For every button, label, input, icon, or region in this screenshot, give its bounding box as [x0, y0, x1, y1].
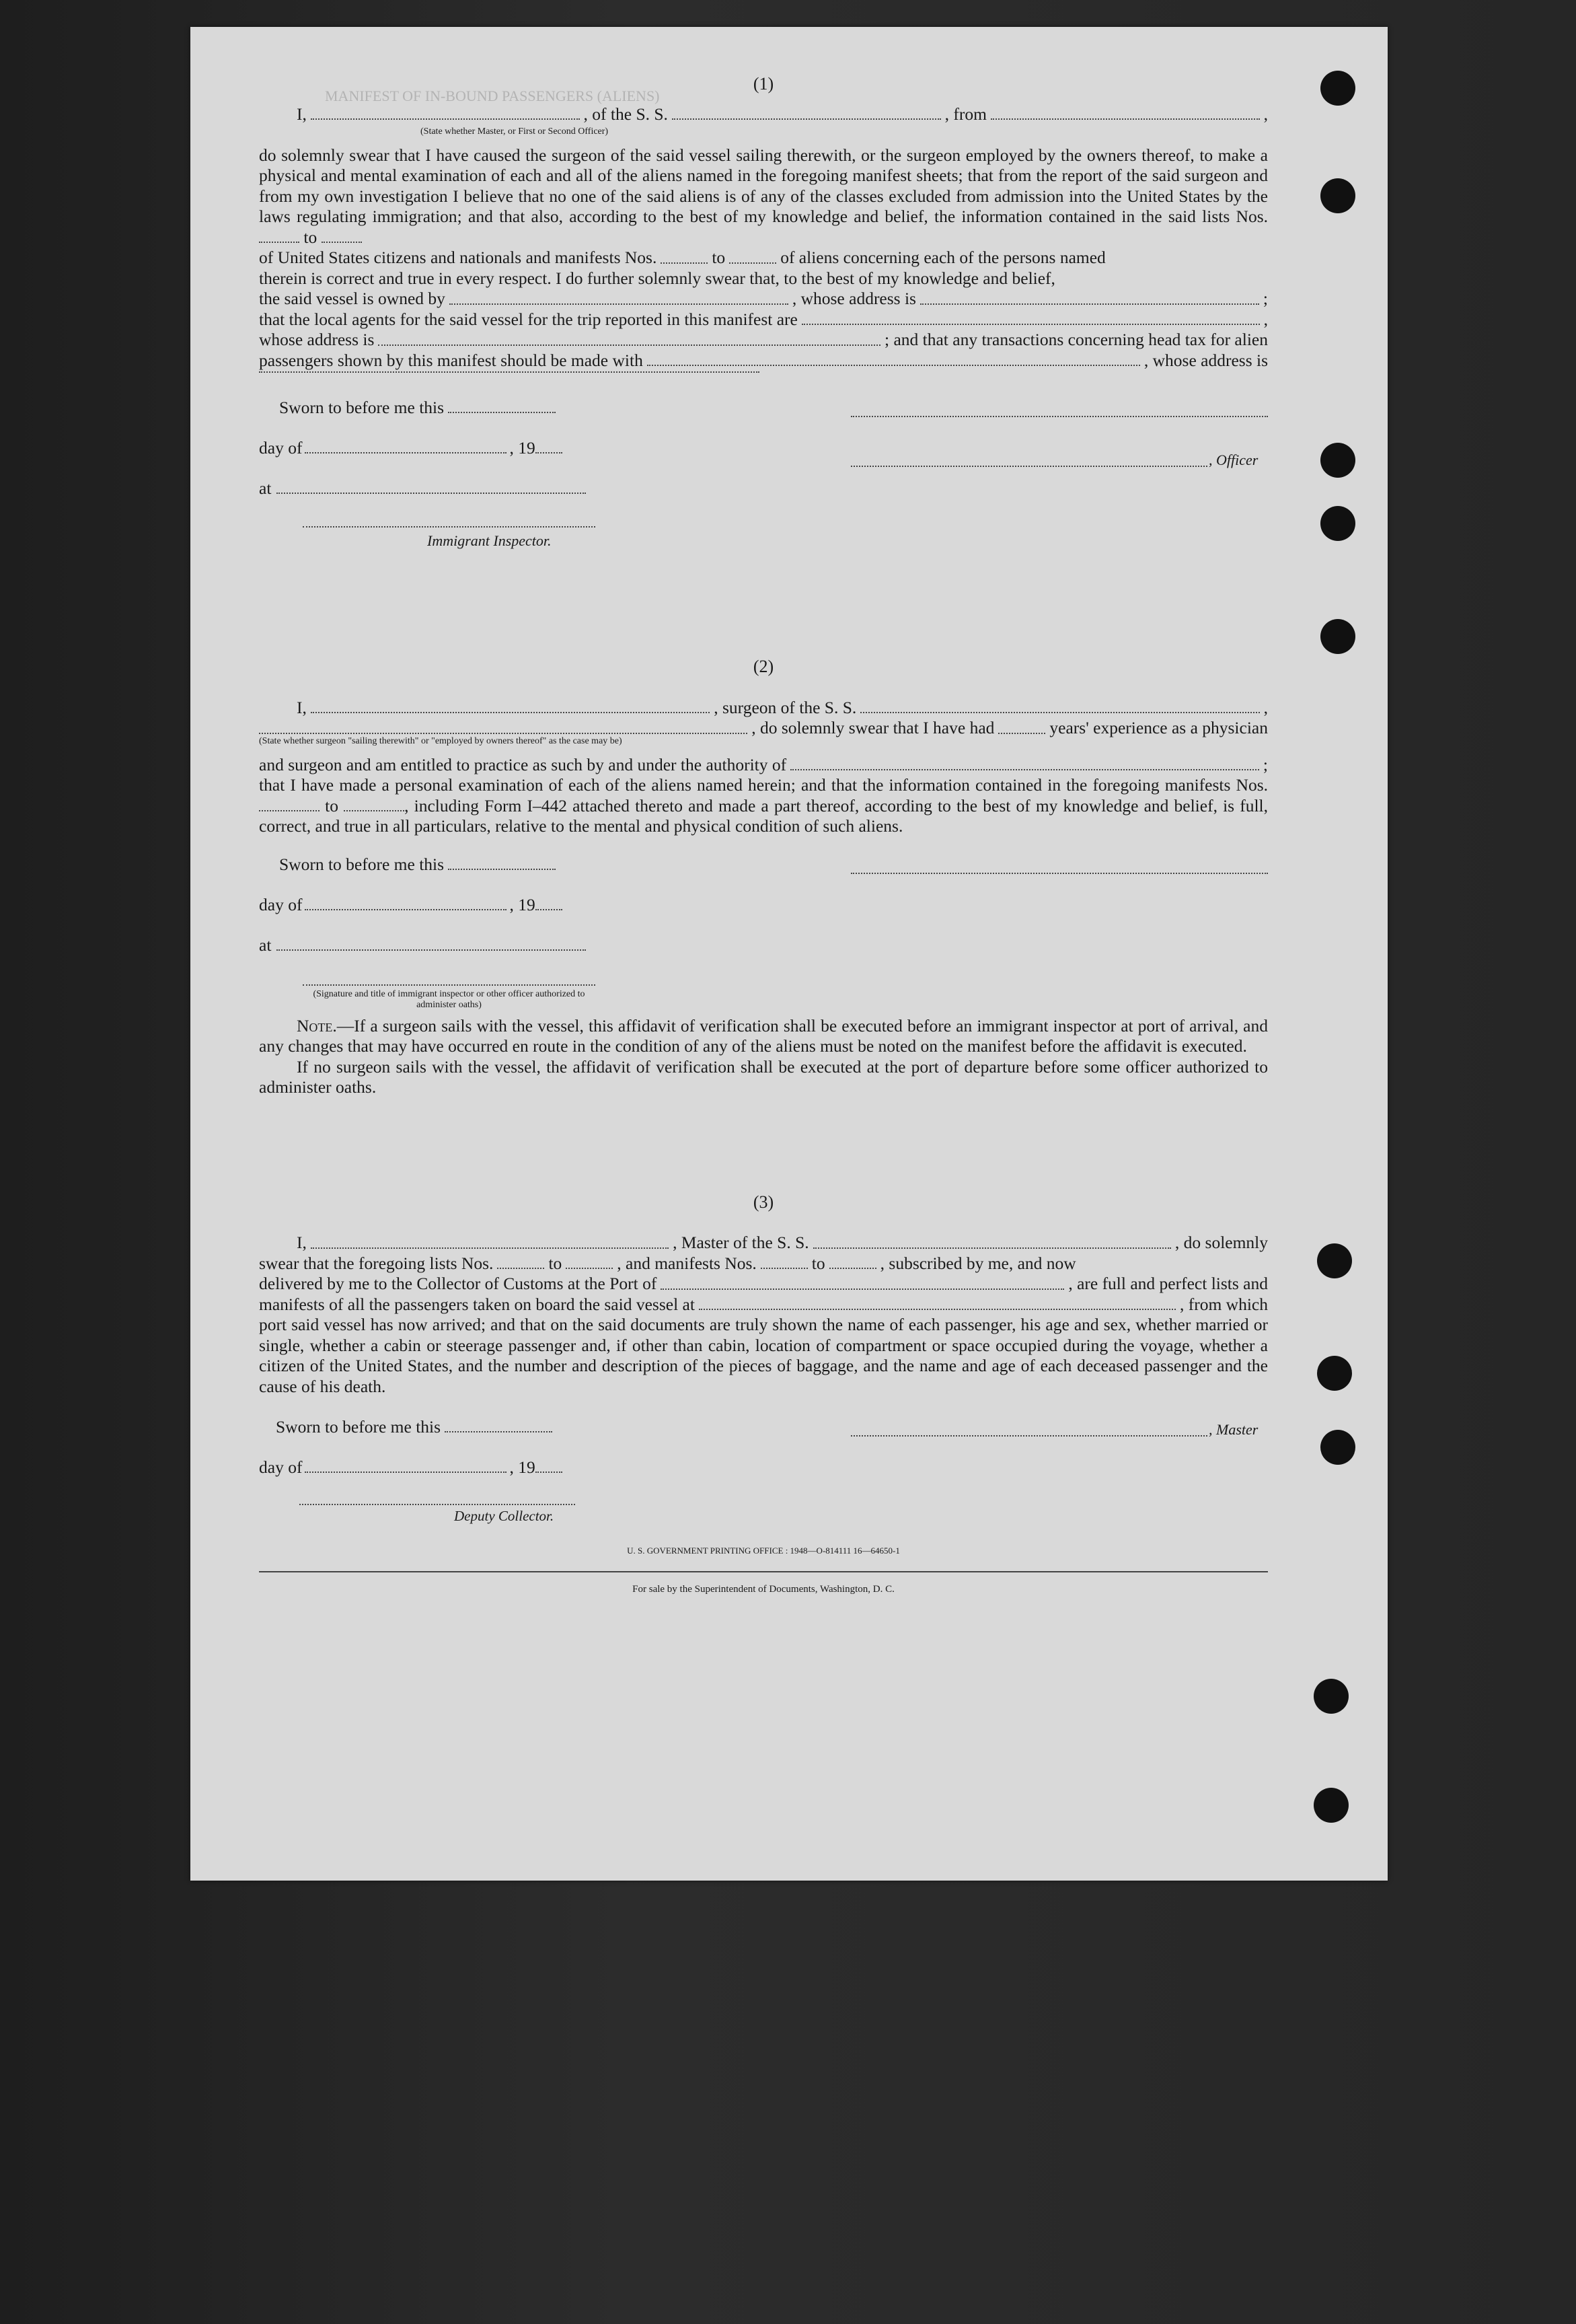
text: manifests of all the passengers taken on board the said vessel at — [259, 1294, 695, 1314]
manifests-from-field[interactable] — [761, 1267, 808, 1269]
day-field[interactable] — [305, 909, 506, 910]
text: , subscribed by me, and now — [880, 1253, 1076, 1273]
collector-signature-line[interactable] — [299, 1503, 575, 1505]
text: that I have made a personal examination of each of the aliens named herein; and that the information contained in the foregoing manifests Nos. — [259, 775, 1268, 795]
text: , are full and perfect lists and — [1068, 1274, 1268, 1293]
section-3-title: (3) — [753, 1192, 774, 1212]
text: , — [1263, 697, 1268, 717]
text: to — [811, 1253, 825, 1273]
headtax-address-field[interactable] — [259, 371, 759, 373]
binder-hole — [1314, 1788, 1349, 1823]
at-row — [259, 478, 586, 499]
sec3-body: port said vessel has now arrived; and that on the said documents are truly shown the name of each passenger, his age and sex, whether married or single, whether a cabin or steerage passenger and, if other than cabin, location of compartment or space occupied during the voyage, whether a citizen of the United States, and the number and description of the pieces of baggage, and the name and age of each deceased passenger and the cause of his death. — [259, 1315, 1268, 1396]
officer-label: , Officer — [1209, 451, 1259, 468]
binder-hole — [1320, 71, 1355, 106]
binder-hole — [1320, 619, 1355, 654]
text: passengers shown by this manifest should be made with — [259, 350, 643, 370]
binder-hole — [1317, 1243, 1352, 1278]
form-sheet — [190, 27, 1388, 1881]
binder-hole — [1320, 506, 1355, 541]
vessel-field[interactable] — [813, 1247, 1171, 1249]
text: day of — [259, 1457, 303, 1477]
day-row — [259, 1457, 562, 1478]
agents-field[interactable] — [802, 323, 1260, 325]
at-place-field[interactable] — [276, 949, 586, 951]
sworn-row — [276, 1417, 552, 1438]
text: Sworn to before me this — [279, 854, 445, 874]
faint-header-bleedthrough: MANIFEST OF IN-BOUND PASSENGERS (ALIENS) — [325, 87, 660, 104]
binder-hole — [1317, 1356, 1352, 1391]
agents-address-line — [259, 330, 1268, 351]
text: , from which — [1179, 1294, 1268, 1314]
text: , including Form I–442 attached thereto and made a part thereof, according to the best of my knowledge and belief, is full, correct, and true in all particulars, relative to the mental and physical condition of such aliens. — [259, 795, 1269, 836]
text: , — [1263, 104, 1268, 124]
lists-line — [259, 1254, 1268, 1274]
text: at — [259, 935, 272, 955]
text: , surgeon of the S. S. — [714, 697, 857, 717]
boarding-line — [259, 1295, 1268, 1315]
sec2-jurat — [259, 855, 1268, 1016]
inspector-label: Immigrant Inspector. — [427, 532, 552, 549]
owned-line — [259, 289, 1268, 310]
text: whose address is — [259, 330, 375, 349]
text: , do solemnly swear that I have had — [751, 718, 995, 737]
text: , 19 — [509, 1457, 535, 1477]
gpo-imprint: U. S. GOVERNMENT PRINTING OFFICE : 1948—O-814111 16—64650-1 — [627, 1546, 900, 1556]
surgeon-status-field[interactable] — [259, 732, 747, 734]
signature-caption: (Signature and title of immigrant inspector or other officer authorized to administer oaths) — [313, 988, 585, 1010]
binder-hole — [1320, 1430, 1355, 1465]
footer-rule — [259, 1571, 1268, 1572]
text: to — [712, 248, 726, 267]
port-line — [259, 1274, 1268, 1295]
headtax-address-line — [259, 371, 763, 377]
note-label: Note. — [297, 1015, 337, 1036]
text: delivered by me to the Collector of Customs at the Port of — [259, 1274, 657, 1293]
year-field[interactable] — [535, 452, 562, 453]
officer-name-field[interactable] — [311, 118, 580, 120]
at-row — [259, 935, 586, 956]
officer-caption: (State whether Master, or First or Second Officer) — [420, 126, 609, 137]
text: day of — [259, 438, 303, 458]
text: If no surgeon sails with the vessel, the affidavit of verification shall be executed at the port of departure before some officer authorized to administer oaths. — [259, 1056, 1268, 1097]
sale-notice: For sale by the Superintendent of Documents, Washington, D. C. — [632, 1583, 895, 1595]
boarding-port-field[interactable] — [699, 1308, 1176, 1310]
text: —If a surgeon sails with the vessel, this affidavit of verification shall be executed before an immigrant inspector at port of arrival, and any changes that may have occurred en route in the condition of any of the aliens must be noted on the manifest before the affidavit is executed. — [259, 1015, 1268, 1056]
text: ; — [1263, 289, 1268, 308]
text: ; and that any transactions concerning head tax for alien — [885, 330, 1268, 349]
sworn-date-field[interactable] — [448, 412, 556, 413]
authority-line — [259, 755, 1268, 776]
binder-hole — [1320, 443, 1355, 478]
signature-line[interactable] — [851, 415, 1268, 417]
master-line — [259, 1233, 1268, 1254]
text: to — [548, 1253, 562, 1273]
text: I, — [297, 697, 307, 717]
text: , whose address is — [792, 289, 916, 308]
agents-line — [259, 310, 1268, 330]
surgeon-line — [259, 698, 1268, 719]
text: Sworn to before me this — [279, 398, 445, 417]
text: , whose address is — [1143, 350, 1268, 370]
text: , — [1263, 309, 1268, 329]
years-field[interactable] — [998, 732, 1045, 734]
binder-hole — [1320, 178, 1355, 213]
text: , Master of the S. S. — [673, 1233, 809, 1252]
headtax-line — [259, 351, 1268, 371]
text: I, — [297, 104, 307, 124]
vessel-name-field[interactable] — [672, 118, 941, 120]
text: therein is correct and true in every respect. I do further solemnly swear that, to the best of my knowledge and belief, — [259, 268, 1055, 288]
text: , from — [944, 104, 987, 124]
text: ; — [1263, 754, 1268, 774]
year-field[interactable] — [535, 1472, 562, 1473]
sec1-jurat — [259, 398, 1268, 562]
text: of United States citizens and nationals and manifests Nos. — [259, 248, 657, 267]
sworn-date-field[interactable] — [448, 869, 556, 870]
owner-address-field[interactable] — [920, 303, 1259, 305]
form-content — [259, 74, 1268, 1599]
text: , and manifests Nos. — [617, 1253, 757, 1273]
inspector-signature-line[interactable] — [303, 525, 595, 528]
owner-field[interactable] — [449, 303, 788, 305]
year-field[interactable] — [535, 909, 562, 910]
citizens-line — [259, 248, 1268, 268]
text: day of — [259, 894, 303, 914]
day-row — [259, 438, 562, 459]
text: to — [303, 227, 317, 247]
note-paragraph-2 — [259, 1057, 1268, 1098]
sec3-jurat — [259, 1417, 1268, 1531]
lists-from-field[interactable] — [497, 1267, 544, 1269]
text: swear that the foregoing lists Nos. — [259, 1253, 494, 1273]
sworn-row — [279, 855, 556, 875]
section-1-title: (1) — [753, 74, 774, 94]
affidavit-3 — [259, 1192, 1268, 1600]
text: years' experience as a physician — [1049, 718, 1268, 737]
master-name-field[interactable] — [311, 1247, 669, 1249]
surgeon-caption: (State whether surgeon "sailing therewith" or "employed by owners thereof" as the case may be) — [259, 735, 622, 746]
sworn-date-field[interactable] — [445, 1431, 552, 1432]
master-label: , Master — [1209, 1421, 1259, 1438]
officer-signature-line[interactable] — [851, 465, 1207, 467]
agents-address-field[interactable] — [378, 344, 880, 346]
inspector-signature-line[interactable] — [303, 984, 595, 986]
text: that the local agents for the said vessel for the trip reported in this manifest are — [259, 309, 798, 329]
vessel-field[interactable] — [860, 711, 1259, 713]
at-place-field[interactable] — [276, 493, 586, 494]
lists-to-field[interactable] — [566, 1267, 613, 1269]
text: the said vessel is owned by — [259, 289, 445, 308]
note-paragraph — [259, 1016, 1268, 1057]
text: do solemnly swear that I have caused the surgeon of the said vessel sailing therewith, or the surgeon employed by the owners thereof, to make a physical and mental examination of each and all of the aliens named in the foregoing manifest sheets; that from the report of the said surgeon and from my own investigation I believe that no one of the said aliens is of any of the classes excluded from admission into the United States by the laws regulating immigration; and that also, according to the best of my knowledge and belief, the information contained in the said lists Nos. — [259, 145, 1268, 226]
affidavit-1 — [259, 74, 1268, 562]
sec2-body — [259, 775, 1268, 837]
day-field[interactable] — [305, 1472, 506, 1473]
manifest-to-field[interactable] — [729, 262, 776, 264]
surgeon-signature-line[interactable] — [851, 872, 1268, 874]
text: at — [259, 478, 272, 498]
port-from-field[interactable] — [991, 118, 1260, 120]
text: Sworn to before me this — [276, 1417, 441, 1437]
manifests-to-field[interactable] — [829, 1267, 876, 1269]
master-signature-line[interactable] — [851, 1435, 1207, 1437]
sec1-body — [259, 145, 1268, 248]
day-field[interactable] — [305, 452, 506, 453]
text: and surgeon and am entitled to practice as such by and under the authority of — [259, 754, 787, 774]
binder-hole — [1314, 1679, 1349, 1714]
surgeon-name-field[interactable] — [311, 711, 710, 713]
correct-line — [259, 268, 1268, 289]
sworn-row — [279, 398, 556, 419]
text: , of the S. S. — [583, 104, 668, 124]
text: , do solemnly — [1174, 1233, 1269, 1252]
text: I, — [297, 1233, 307, 1252]
affidavit-2 — [259, 657, 1268, 1098]
text: of aliens concerning each of the persons named — [780, 248, 1106, 267]
section-2-title: (2) — [753, 657, 774, 676]
text: , 19 — [509, 894, 535, 914]
headtax-field[interactable] — [647, 364, 1140, 366]
text: , 19 — [509, 438, 535, 458]
deputy-label: Deputy Collector. — [454, 1508, 554, 1524]
authority-field[interactable] — [790, 768, 1259, 770]
port-field[interactable] — [661, 1288, 1064, 1290]
text: to — [325, 795, 338, 815]
day-row — [259, 895, 562, 916]
manifest-from-field[interactable] — [661, 262, 708, 264]
